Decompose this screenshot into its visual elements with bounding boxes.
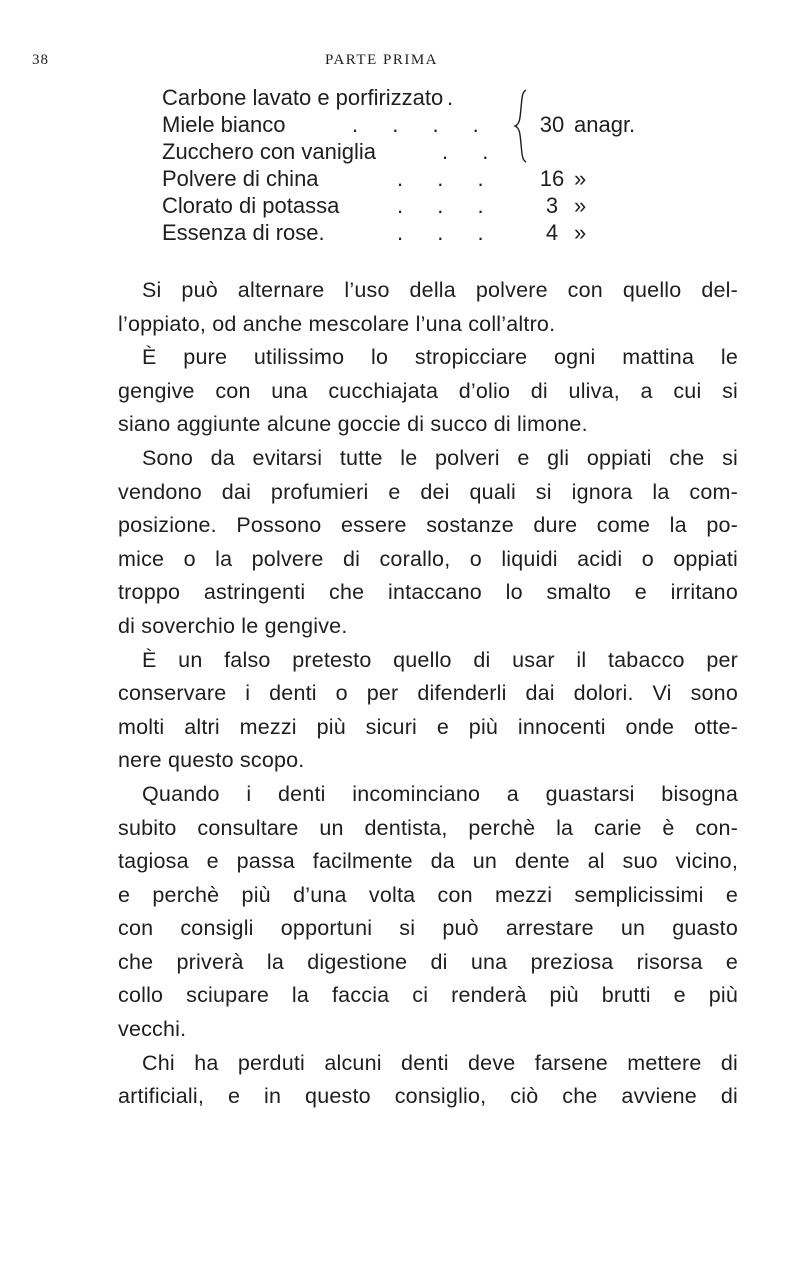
text-line: con consigli opportuni si può arrestare un guasto [118, 916, 738, 941]
recipe-row [162, 111, 762, 138]
ingredient-unit: » [574, 220, 587, 245]
recipe-row [162, 84, 762, 111]
text-line: che priverà la digestione di una preziosa risorsa e [118, 949, 738, 974]
ingredient-quantity: 16 [539, 166, 565, 191]
text-line: l’oppiato, od anche mescolare l’una coll’altro. [118, 311, 556, 336]
text-line: vendono dai profumieri e dei quali si ignora la com- [118, 479, 738, 504]
leader-dots: . . . . [352, 112, 493, 137]
ingredient-name: Essenza di rose. [162, 220, 325, 245]
ingredient-unit: » [574, 193, 587, 218]
text-line: troppo astringenti che intaccano lo smalto e irritano [118, 580, 738, 605]
text-line: e perchè più d’una volta con mezzi semplicissimi e [118, 882, 738, 907]
ingredient-name: Polvere di china [162, 166, 319, 191]
text-line: Si può alternare l’uso della polvere con quello del- [142, 278, 738, 302]
text-line: È un falso pretesto quello di usar il tabacco per [142, 647, 738, 672]
text-line: Sono da evitarsi tutte le polveri e gli oppiati che si [142, 445, 738, 470]
body-text [118, 274, 738, 1114]
ingredient-unit: anagr. [574, 112, 636, 137]
recipe-row [162, 138, 762, 165]
recipe-table [162, 84, 762, 246]
text-line: tagiosa e passa facilmente da un dente al suo vicino, [118, 849, 738, 874]
text-line: mice o la polvere di corallo, o liquidi acidi o oppiati [118, 546, 738, 571]
ingredient-unit: » [574, 166, 587, 191]
leader-dots: . . . [397, 166, 498, 191]
running-head: PARTE PRIMA [325, 52, 438, 68]
text-line: di soverchio le gengive. [118, 613, 348, 638]
leader-dots: . [447, 85, 468, 110]
text-line: Quando i denti incominciano a guastarsi bisogna [142, 781, 738, 806]
text-line: È pure utilissimo lo stropicciare ogni mattina le [142, 345, 738, 370]
ingredient-quantity: 4 [545, 220, 559, 245]
ingredient-name: Miele bianco [162, 112, 286, 137]
text-line: molti altri mezzi più sicuri e più innocenti onde otte- [118, 714, 738, 739]
text-line: gengive con una cucchiajata d’olio di uliva, a cui si [118, 378, 738, 403]
text-line: siano aggiunte alcune goccie di succo di limone. [118, 412, 588, 437]
leader-dots: . . . [397, 220, 498, 245]
ingredient-quantity: 3 [545, 193, 559, 218]
ingredient-name: Zucchero con vaniglia [162, 139, 377, 164]
recipe-row [162, 219, 762, 246]
page-header [0, 52, 800, 76]
page-number: 38 [32, 52, 49, 68]
ingredient-name: Clorato di potassa [162, 193, 340, 218]
text-line: subito consultare un dentista, perchè la carie è con- [118, 815, 738, 840]
text-line: artificiali, e in questo consiglio, ciò che avviene di [118, 1084, 738, 1109]
recipe-row [162, 165, 762, 192]
recipe-row [162, 192, 762, 219]
leader-dots: . . [442, 139, 503, 164]
text-line: vecchi. [118, 1017, 187, 1042]
text-line: conservare i denti o per difenderli dai dolori. Vi sono [118, 681, 738, 706]
leader-dots: . . . [397, 193, 498, 218]
ingredient-quantity: 30 [539, 112, 565, 137]
text-line: collo sciupare la faccia ci renderà più brutti e più [118, 983, 738, 1008]
text-line: nere questo scopo. [118, 748, 305, 773]
text-line: Chi ha perduti alcuni denti deve farsene mettere di [142, 1050, 738, 1075]
ingredient-name: Carbone lavato e porfirizzato [162, 85, 444, 110]
text-line: posizione. Possono essere sostanze dure come la po- [118, 513, 738, 538]
